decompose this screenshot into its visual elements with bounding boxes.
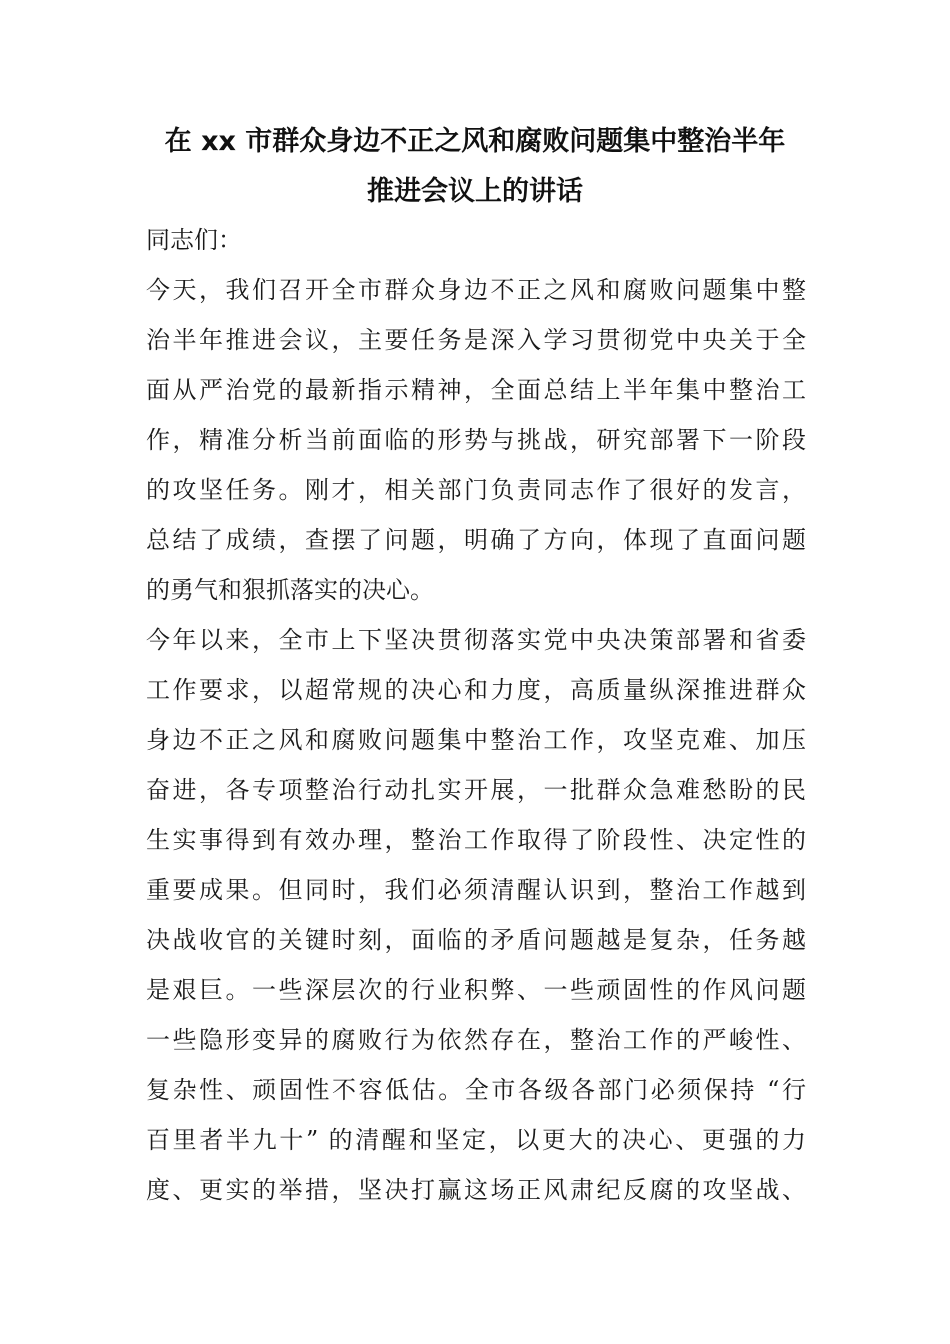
body-line: 面从严治党的最新指示精神，全面总结上半年集中整治工: [146, 376, 806, 404]
body-line: 工作要求，以超常规的决心和力度，高质量纵深推进群众: [146, 676, 806, 704]
body-line: 生实事得到有效办理，整治工作取得了阶段性、决定性的: [146, 826, 806, 854]
body-line: 是艰巨。一些深层次的行业积弊、一些顽固性的作风问题: [146, 976, 806, 1004]
body-line: 重要成果。但同时，我们必须清醒认识到，整治工作越到: [146, 876, 806, 904]
body-line: 百里者半九十” 的清醒和坚定，以更大的决心、更强的力: [146, 1126, 806, 1154]
body-line: 作，精准分析当前面临的形势与挑战，研究部署下一阶段: [146, 426, 806, 454]
body-line: 治半年推进会议，主要任务是深入学习贯彻党中央关于全: [146, 326, 806, 354]
body-line: 的勇气和狠抓落实的决心。: [146, 576, 434, 604]
body-line: 复杂性、顽固性不容低估。全市各级各部门必须保持 “行: [146, 1076, 806, 1104]
body-line: 今天，我们召开全市群众身边不正之风和腐败问题集中整: [146, 276, 806, 304]
body-line: 决战收官的关键时刻，面临的矛盾问题越是复杂，任务越: [146, 926, 806, 954]
document-title-line-2: 推进会议上的讲话: [367, 176, 583, 207]
body-line: 一些隐形变异的腐败行为依然存在，整治工作的严峻性、: [146, 1026, 806, 1054]
body-line: 总结了成绩，查摆了问题，明确了方向，体现了直面问题: [146, 526, 806, 554]
document-title-line-1: 在 xx 市群众身边不正之风和腐败问题集中整治半年: [164, 126, 786, 157]
body-line: 度、更实的举措，坚决打赢这场正风肃纪反腐的攻坚战、: [146, 1176, 806, 1204]
body-line: 身边不正之风和腐败问题集中整治工作，攻坚克难、加压: [146, 726, 806, 754]
body-line: 今年以来，全市上下坚决贯彻落实党中央决策部署和省委: [146, 626, 806, 654]
body-line: 奋进，各专项整治行动扎实开展，一批群众急难愁盼的民: [146, 776, 806, 804]
body-line: 的攻坚任务。刚才，相关部门负责同志作了很好的发言，: [146, 476, 806, 504]
salutation: 同志们：: [146, 226, 242, 254]
